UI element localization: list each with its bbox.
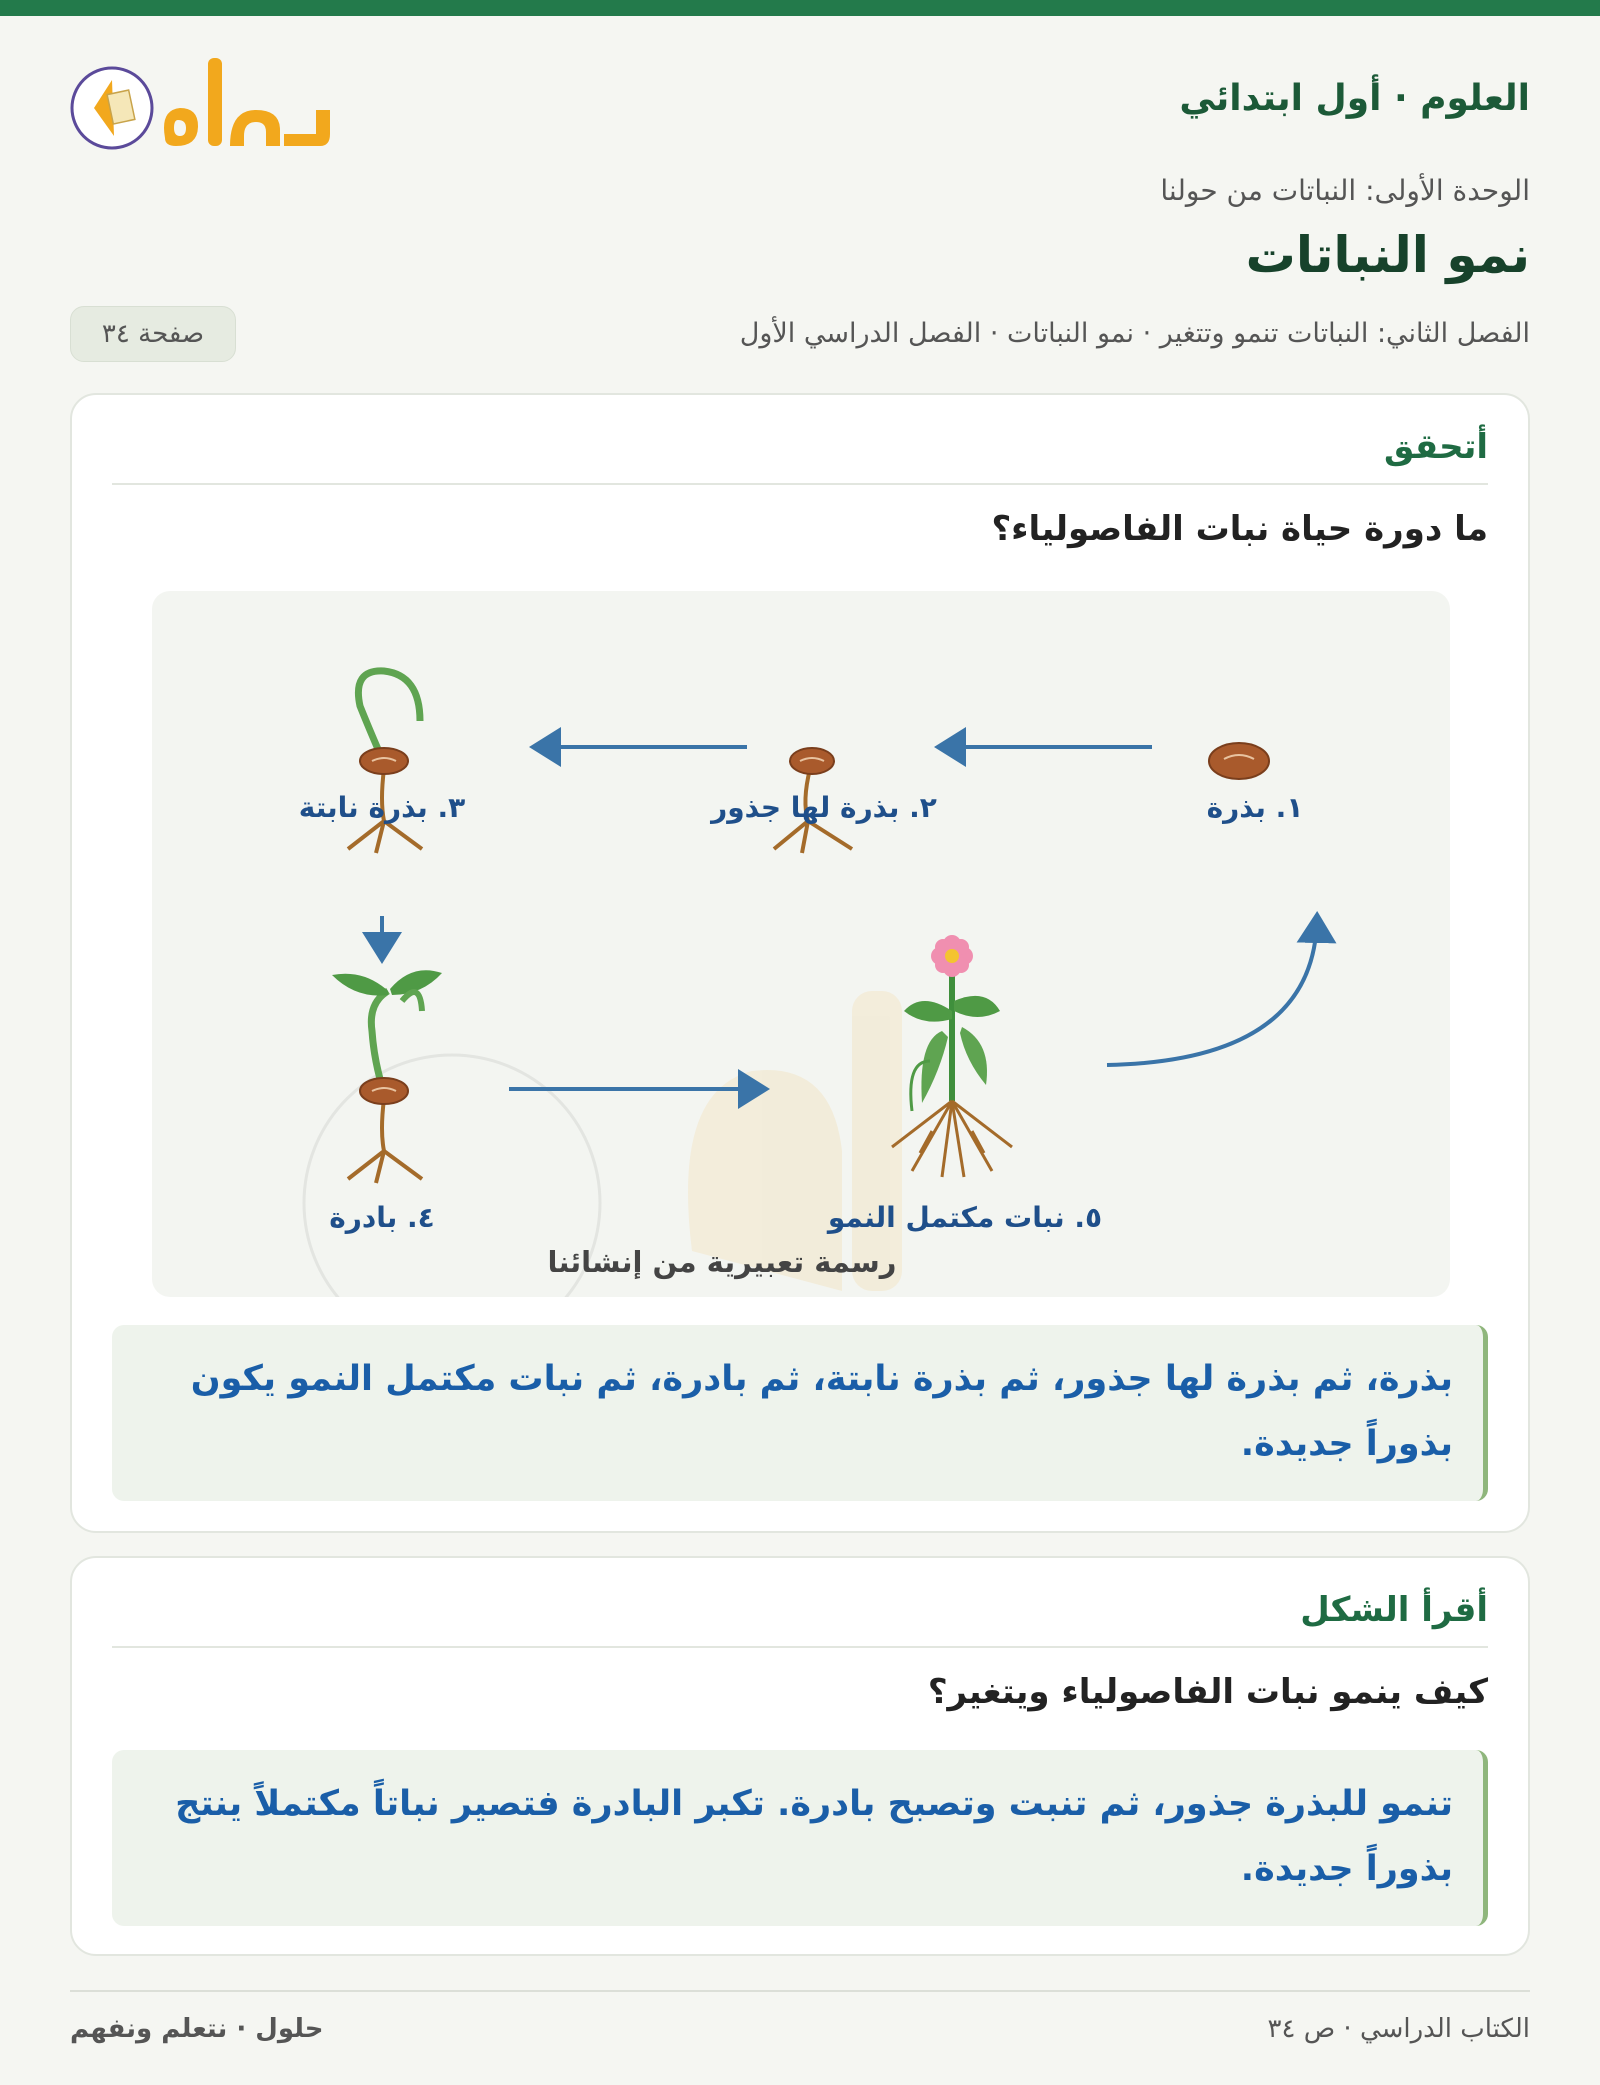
chapter-breadcrumb: الفصل الثاني: النباتات تنمو وتتغير · نمو النباتات · الفصل الدراسي الأول: [739, 318, 1530, 349]
stage-1-label: ١. بذرة: [1206, 791, 1304, 824]
life-cycle-diagram: [152, 591, 1450, 1297]
divider: [112, 1646, 1488, 1648]
stage-5-mature-plant-illustration: [892, 935, 1012, 1177]
check-question: ما دورة حياة نبات الفاصولياء؟: [991, 509, 1488, 549]
arrow-5-to-1: [1107, 919, 1317, 1065]
stage-3-label: ٣. بذرة نابتة: [298, 791, 466, 824]
divider: [112, 483, 1488, 485]
footer-book-reference: الكتاب الدراسي · ص ٣٤: [1267, 2014, 1530, 2044]
stage-4-seedling-illustration: [332, 970, 442, 1183]
read-answer: تنمو للبذرة جذور، ثم تنبت وتصبح بادرة. تكبر البادرة فتصير نباتاً مكتملاً ينتج بذوراً جديدة.: [112, 1750, 1488, 1926]
stage-4-label: ٤. بادرة: [329, 1201, 435, 1234]
top-accent-bar: [0, 0, 1600, 16]
section-heading-read: أقرأ الشكل: [1300, 1590, 1488, 1630]
read-figure-card: [70, 1556, 1530, 1956]
footer-brand: حلول · نتعلم ونفهم: [70, 2014, 324, 2044]
check-answer: بذرة، ثم بذرة لها جذور، ثم بذرة نابتة، ثم بادرة، ثم نبات مكتمل النمو يكون بذوراً جديدة.: [112, 1325, 1488, 1501]
subject-grade: العلوم · أول ابتدائي: [1179, 78, 1530, 119]
read-question: كيف ينمو نبات الفاصولياء ويتغير؟: [927, 1672, 1488, 1712]
unit-title: الوحدة الأولى: النباتات من حولنا: [1160, 174, 1530, 207]
page-title: نمو النباتات: [1245, 226, 1530, 284]
footer-divider: [70, 1990, 1530, 1992]
stage-2-label: ٢. بذرة لها جذور: [711, 791, 937, 824]
stage-3-sprout-illustration: [348, 671, 422, 853]
diagram-caption: رسمة تعبيرية من إنشائنا: [547, 1245, 897, 1279]
section-heading-check: أتحقق: [1383, 427, 1488, 467]
hulul-logo: [70, 50, 335, 158]
logo-wordmark: [164, 58, 330, 146]
stage-5-label: ٥. نبات مكتمل النمو: [827, 1201, 1103, 1234]
page-number-badge: صفحة ٣٤: [70, 306, 236, 362]
check-card: [70, 393, 1530, 1533]
stage-1-seed-illustration: [1209, 743, 1269, 779]
life-cycle-svg: [152, 591, 1450, 1297]
